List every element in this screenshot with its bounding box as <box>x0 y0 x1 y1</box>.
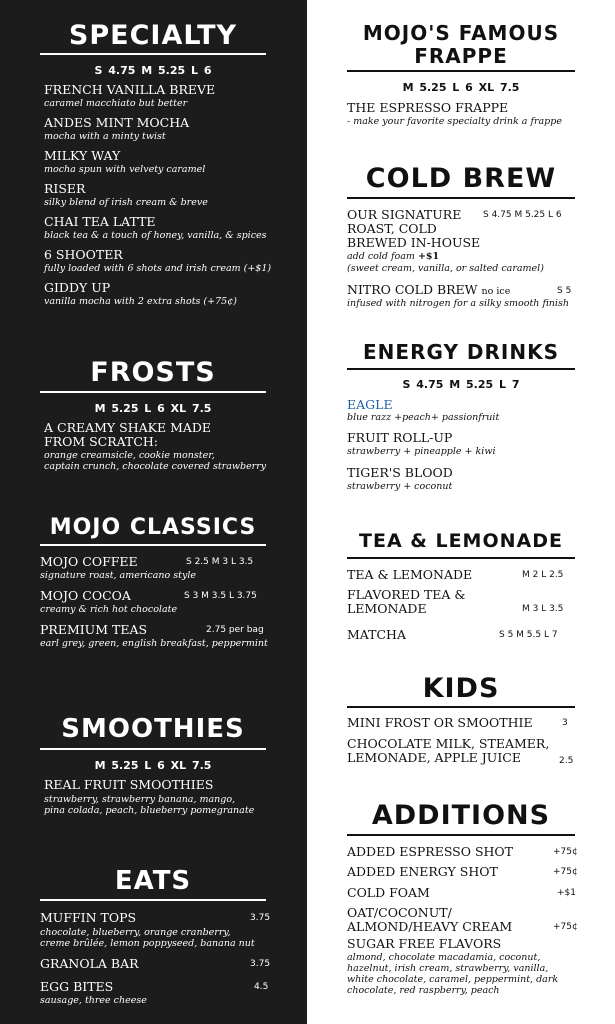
additions-heading: ADDITIONS <box>371 800 551 831</box>
smoothies-heading: SMOOTHIES <box>61 714 245 744</box>
specialty-item-name: 6 SHOOTER <box>44 247 123 262</box>
additions-item-price: +75¢ <box>553 847 578 857</box>
specialty-item-name: GIDDY UP <box>44 280 111 295</box>
frosts-rule <box>40 391 266 393</box>
frappe-rule <box>347 70 575 72</box>
specialty-item-name: ANDES MINT MOCHA <box>44 115 190 130</box>
frappe-desc: - make your favorite specialty drink a frappe <box>347 116 562 127</box>
right-panel <box>307 0 615 1024</box>
tea-rule <box>347 557 575 559</box>
nitro-name <box>347 283 510 299</box>
additions-item-desc: almond, chocolate macadamia, coconut, <box>347 952 541 963</box>
tea-item-name: MATCHA <box>347 627 406 642</box>
additions-item-name: ADDED ENERGY SHOT <box>347 864 498 879</box>
coldbrew-sig-add <box>347 251 439 262</box>
coldbrew-sig-name: BREWED IN-HOUSE <box>347 235 481 250</box>
specialty-sizes: S 4.75 M 5.25 L 6 <box>94 64 212 77</box>
smoothies-sizes: M 5.25 L 6 XL 7.5 <box>94 759 212 772</box>
classics-item-desc: creamy & rich hot chocolate <box>40 604 178 615</box>
specialty-item-desc: mocha with a minty twist <box>44 131 166 142</box>
energy-sizes: S 4.75 M 5.25 L 7 <box>402 378 520 391</box>
cold-foam-label: add cold foam <box>347 251 415 262</box>
kids-heading: KIDS <box>422 673 500 704</box>
frosts-desc: orange creamsicle, cookie monster, <box>44 450 215 461</box>
tea-item-price: M 2 L 2.5 <box>522 570 564 580</box>
additions-item-name: COLD FOAM <box>347 885 430 900</box>
frappe-heading <box>347 22 575 68</box>
nitro-price: S 5 <box>557 286 572 296</box>
energy-item-desc: strawberry + coconut <box>347 481 453 492</box>
eats-item-name: EGG BITES <box>40 979 114 994</box>
additions-item-desc: chocolate, red raspberry, peach <box>347 985 500 996</box>
frosts-heading: FROSTS <box>90 357 216 388</box>
nitro-note: no ice <box>481 286 511 297</box>
energy-item-desc: blue razz +peach+ passionfruit <box>347 412 500 423</box>
kids-item-price: 2.5 <box>559 756 574 766</box>
classics-item-price: S 2.5 M 3 L 3.5 <box>186 557 254 567</box>
classics-item-name: MOJO COFFEE <box>40 554 138 569</box>
tea-item-price: M 3 L 3.5 <box>522 604 564 614</box>
eats-item-name: MUFFIN TOPS <box>40 910 137 925</box>
specialty-rule <box>40 53 266 55</box>
classics-item-desc: signature roast, americano style <box>40 570 196 581</box>
smoothies-desc: pina colada, peach, blueberry pomegranate <box>44 805 255 816</box>
frosts-name: FROM SCRATCH: <box>44 434 159 449</box>
coldbrew-sig-flavors: (sweet cream, vanilla, or salted caramel) <box>347 263 544 274</box>
classics-item-price: 2.75 per bag <box>206 625 264 635</box>
coldbrew-sig-price: S 4.75 M 5.25 L 6 <box>483 210 562 220</box>
eats-rule <box>40 899 266 901</box>
tea-item-name: TEA & LEMONADE <box>347 567 473 582</box>
eats-item-price: 3.75 <box>250 913 271 923</box>
coldbrew-sig-name: ROAST, COLD <box>347 221 437 236</box>
specialty-item-name: CHAI TEA LATTE <box>44 214 156 229</box>
kids-item-price: 3 <box>562 718 568 728</box>
additions-item-name: SUGAR FREE FLAVORS <box>347 936 502 951</box>
additions-item-name: ADDED ESPRESSO SHOT <box>347 844 514 859</box>
additions-item-price: +$1 <box>557 888 576 898</box>
coldbrew-heading: COLD BREW <box>365 163 557 194</box>
nitro-label: NITRO COLD BREW <box>347 282 478 297</box>
frappe-name: THE ESPRESSO FRAPPE <box>347 100 509 115</box>
frosts-name: A CREAMY SHAKE MADE <box>44 420 212 435</box>
frappe-heading-line: MOJO'S FAMOUS <box>362 21 560 45</box>
eats-item-price: 4.5 <box>254 982 269 992</box>
additions-item-price: +75¢ <box>553 922 578 932</box>
classics-item-desc: earl grey, green, english breakfast, peppermint <box>40 638 268 649</box>
additions-item-price: +75¢ <box>553 867 578 877</box>
classics-item-name: PREMIUM TEAS <box>40 622 148 637</box>
energy-item-name: EAGLE <box>347 397 393 412</box>
coldbrew-rule <box>347 197 575 199</box>
additions-item-name: OAT/COCONUT/ <box>347 905 452 920</box>
energy-rule <box>347 368 575 370</box>
specialty-item-desc: fully loaded with 6 shots and irish cream (+$1) <box>44 263 272 274</box>
specialty-item-desc: caramel macchiato but better <box>44 98 188 109</box>
specialty-item-name: RISER <box>44 181 86 196</box>
additions-item-name: ALMOND/HEAVY CREAM <box>347 919 513 934</box>
tea-item-name: LEMONADE <box>347 601 427 616</box>
classics-item-price: S 3 M 3.5 L 3.75 <box>184 591 257 601</box>
tea-heading: TEA & LEMONADE <box>359 530 563 552</box>
eats-item-desc: chocolate, blueberry, orange cranberry, <box>40 927 231 938</box>
energy-item-name: FRUIT ROLL-UP <box>347 430 453 445</box>
kids-item-name: LEMONADE, APPLE JUICE <box>347 750 521 765</box>
frosts-desc: captain crunch, chocolate covered strawberry <box>44 461 267 472</box>
frosts-sizes: M 5.25 L 6 XL 7.5 <box>94 402 212 415</box>
energy-item-desc: strawberry + pineapple + kiwi <box>347 446 496 457</box>
eats-heading: EATS <box>114 866 192 896</box>
energy-item-name: TIGER'S BLOOD <box>347 465 453 480</box>
kids-item-name: MINI FROST OR SMOOTHIE <box>347 715 533 730</box>
tea-item-name: FLAVORED TEA & <box>347 587 466 602</box>
smoothies-desc: strawberry, strawberry banana, mango, <box>44 794 236 805</box>
energy-heading: ENERGY DRINKS <box>363 340 559 364</box>
cold-foam-price: +$1 <box>417 251 440 262</box>
smoothies-name: REAL FRUIT SMOOTHIES <box>44 777 214 792</box>
nitro-desc: infused with nitrogen for a silky smooth finish <box>347 298 569 309</box>
eats-item-desc: sausage, three cheese <box>40 995 147 1006</box>
specialty-item-desc: silky blend of irish cream & breve <box>44 197 208 208</box>
specialty-item-name: FRENCH VANILLA BREVE <box>44 82 216 97</box>
kids-item-name: CHOCOLATE MILK, STEAMER, <box>347 736 550 751</box>
smoothies-rule <box>40 748 266 750</box>
specialty-item-desc: mocha spun with velvety caramel <box>44 164 206 175</box>
specialty-item-name: MILKY WAY <box>44 148 121 163</box>
specialty-heading: SPECIALTY <box>68 20 238 51</box>
coldbrew-sig-name: OUR SIGNATURE <box>347 207 462 222</box>
eats-item-price: 3.75 <box>250 959 271 969</box>
specialty-item-desc: black tea & a touch of honey, vanilla, & spices <box>44 230 267 241</box>
specialty-item-desc: vanilla mocha with 2 extra shots (+75¢) <box>44 296 237 307</box>
frappe-heading-line: FRAPPE <box>414 44 508 68</box>
additions-item-desc: hazelnut, irish cream, strawberry, vanilla, <box>347 963 549 974</box>
additions-rule <box>347 834 575 836</box>
classics-rule <box>40 544 266 546</box>
classics-heading: MOJO CLASSICS <box>49 515 257 540</box>
left-panel <box>0 0 307 1024</box>
tea-item-price: S 5 M 5.5 L 7 <box>499 630 558 640</box>
additions-item-desc: white chocolate, caramel, peppermint, dark <box>347 974 559 985</box>
classics-item-name: MOJO COCOA <box>40 588 131 603</box>
eats-item-name: GRANOLA BAR <box>40 956 139 971</box>
kids-rule <box>347 706 575 708</box>
frappe-sizes: M 5.25 L 6 XL 7.5 <box>402 81 520 94</box>
eats-item-desc: creme brûlée, lemon poppyseed, banana nut <box>40 938 255 949</box>
